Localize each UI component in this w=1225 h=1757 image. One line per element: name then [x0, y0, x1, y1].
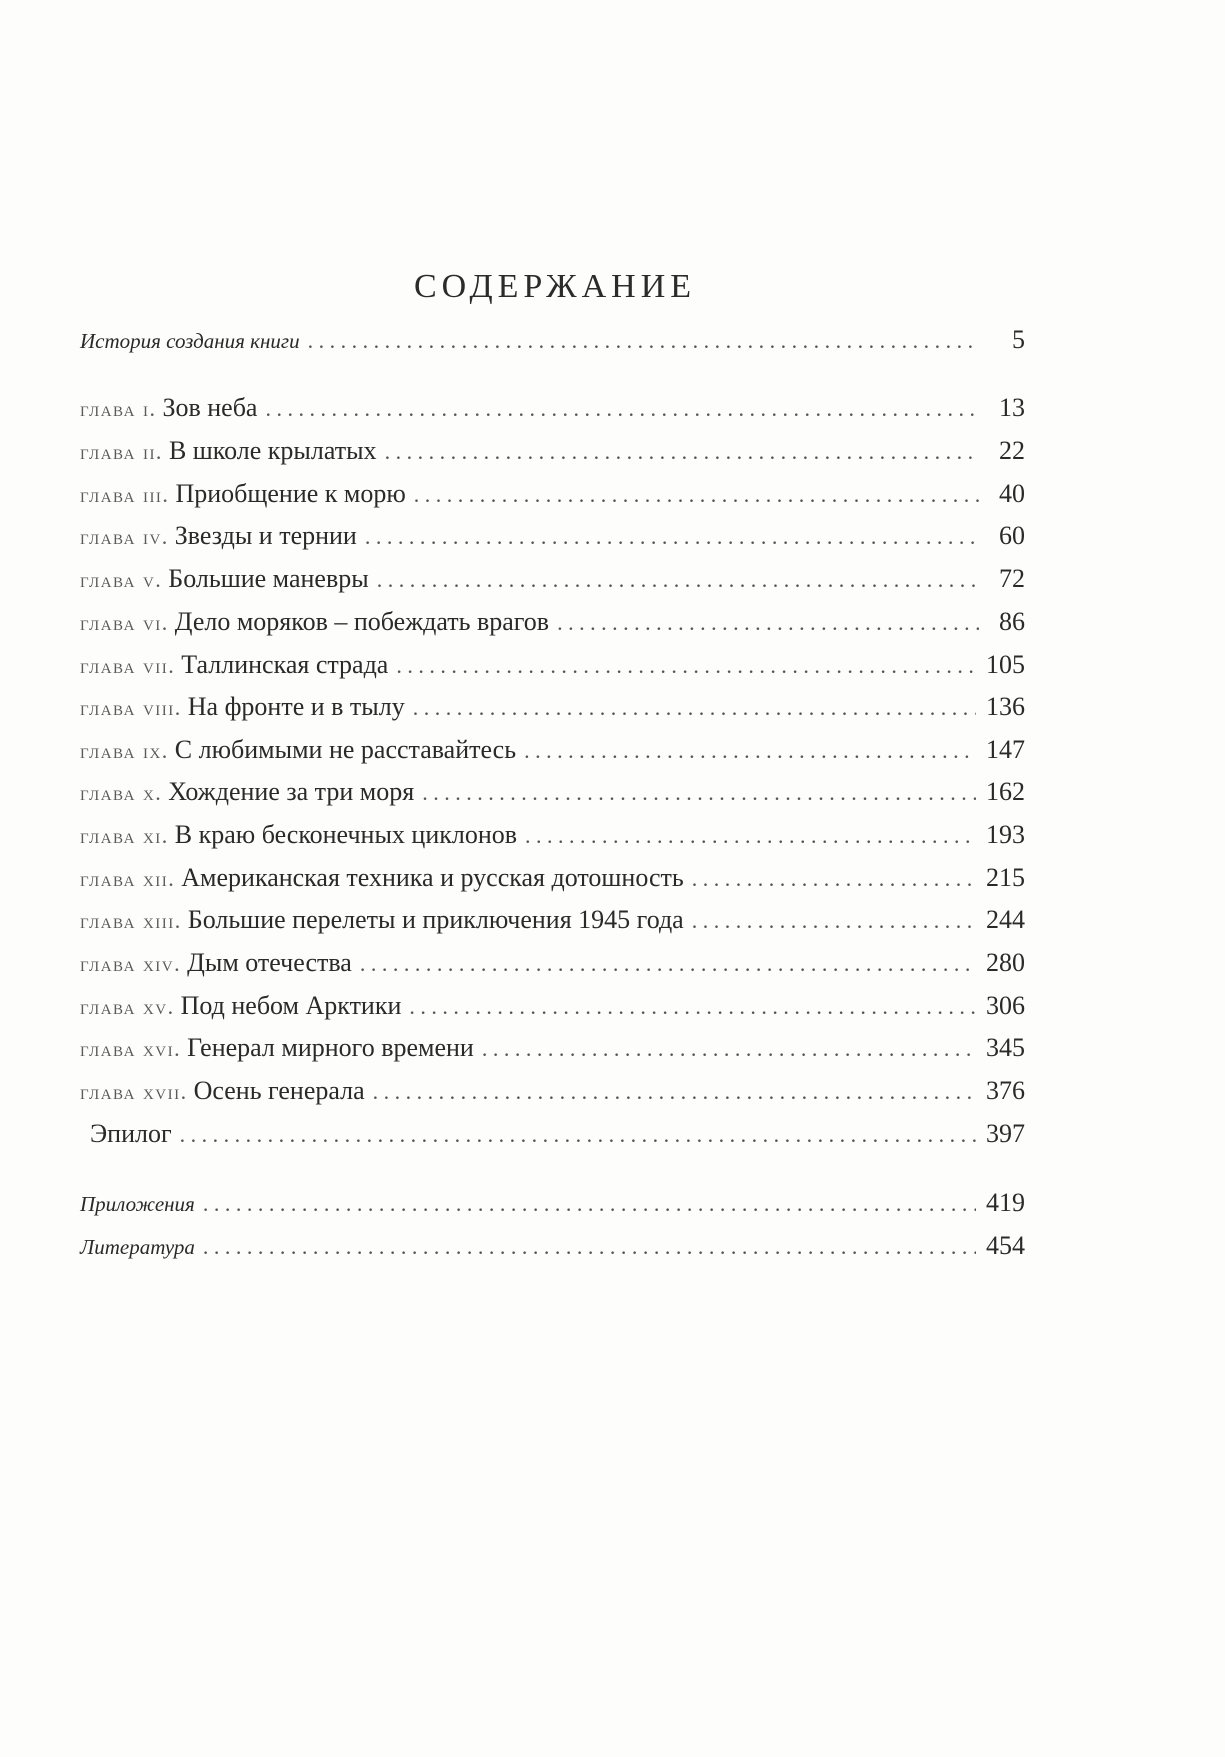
toc-page-number: 306	[986, 991, 1025, 1020]
toc-row-chapter[interactable]	[80, 1076, 1025, 1106]
toc-label: История создания книги	[80, 329, 300, 353]
toc-page-number: 136	[986, 692, 1025, 721]
dot-leader	[409, 994, 976, 1020]
dot-leader	[396, 653, 976, 679]
toc-label: Приложения	[80, 1192, 195, 1216]
toc-page-number: 244	[986, 905, 1025, 934]
chapter-title: С любимыми не расставайтесь	[174, 735, 517, 764]
toc-page-number: 215	[986, 863, 1025, 892]
dot-leader	[180, 1122, 976, 1148]
toc-row-appendix[interactable]	[80, 1188, 1025, 1218]
toc-page-number: 280	[986, 948, 1025, 977]
chapter-title: В школе крылатых	[168, 436, 377, 465]
toc-row-chapter[interactable]	[80, 692, 1025, 722]
chapter-number: глава iv.	[80, 524, 169, 549]
toc-row-intro[interactable]	[80, 325, 1025, 355]
chapter-title: Большие перелеты и приключения 1945 года	[187, 905, 684, 934]
toc-row-chapter[interactable]	[80, 436, 1025, 466]
chapter-number: глава iii.	[80, 482, 170, 507]
toc-page-number: 345	[986, 1033, 1025, 1062]
toc-row-chapter[interactable]	[80, 863, 1025, 893]
chapter-number: глава i.	[80, 396, 157, 421]
chapter-number: глава v.	[80, 567, 163, 592]
toc-row-chapter[interactable]	[80, 521, 1025, 551]
chapter-title: Звезды и тернии	[174, 521, 357, 550]
dot-leader	[360, 951, 976, 977]
chapter-title: Американская техника и русская дотошность	[181, 863, 684, 892]
chapter-number: глава xiii.	[80, 908, 182, 933]
dot-leader	[422, 780, 976, 806]
toc-page-number: 40	[999, 479, 1025, 508]
toc-row-literature[interactable]	[80, 1231, 1025, 1261]
chapter-title: Осень генерала	[193, 1076, 365, 1105]
chapter-title: Дым отечества	[187, 948, 352, 977]
toc-row-chapter[interactable]	[80, 479, 1025, 509]
dot-leader	[692, 908, 976, 934]
toc-row-chapter[interactable]	[80, 991, 1025, 1021]
dot-leader	[482, 1036, 976, 1062]
toc-page-number: 22	[999, 436, 1025, 465]
dot-leader	[524, 738, 976, 764]
chapter-number: глава xi.	[80, 823, 169, 848]
toc-row-chapter[interactable]	[80, 948, 1025, 978]
toc-row-chapter[interactable]	[80, 735, 1025, 765]
chapter-number: глава xv.	[80, 994, 175, 1019]
page-title: СОДЕРЖАНИЕ	[413, 268, 697, 305]
chapter-number: глава viii.	[80, 695, 182, 720]
dot-leader	[692, 866, 976, 892]
chapter-number: глава ii.	[80, 439, 163, 464]
toc-row-chapter[interactable]	[80, 820, 1025, 850]
toc-page-number: 162	[986, 777, 1025, 806]
chapter-title: На фронте и в тылу	[187, 692, 405, 721]
chapter-title: В краю бесконечных циклонов	[174, 820, 518, 849]
toc-page-number: 5	[1012, 325, 1025, 354]
dot-leader	[385, 439, 979, 465]
toc-page-number: 419	[986, 1188, 1025, 1217]
dot-leader	[203, 1234, 976, 1260]
dot-leader	[377, 567, 979, 593]
toc-page-number: 397	[986, 1119, 1025, 1148]
chapter-title: Зов неба	[162, 393, 258, 422]
dot-leader	[525, 823, 976, 849]
toc-row-epilog[interactable]	[80, 1119, 1025, 1149]
toc-page-number: 454	[986, 1231, 1025, 1260]
dot-leader	[203, 1191, 976, 1217]
toc-row-chapter[interactable]	[80, 777, 1025, 807]
toc-label: Литература	[80, 1235, 195, 1259]
toc-page-number: 72	[999, 564, 1025, 593]
toc-page-number: 86	[999, 607, 1025, 636]
toc-row-chapter[interactable]	[80, 564, 1025, 594]
dot-leader	[413, 695, 976, 721]
dot-leader	[373, 1079, 976, 1105]
chapter-title: Хождение за три моря	[168, 777, 415, 806]
toc-row-chapter[interactable]	[80, 650, 1025, 680]
chapter-title: Приобщение к морю	[175, 479, 406, 508]
toc-page-number: 60	[999, 521, 1025, 550]
chapter-number: глава xiv.	[80, 951, 182, 976]
chapter-title: Под небом Арктики	[180, 991, 402, 1020]
toc-row-chapter[interactable]	[80, 1033, 1025, 1063]
chapter-title: Большие маневры	[168, 564, 369, 593]
toc-page-number: 13	[999, 393, 1025, 422]
chapter-number: глава x.	[80, 780, 163, 805]
toc-row-chapter[interactable]	[80, 393, 1025, 423]
chapter-title: Генерал мирного времени	[187, 1033, 474, 1062]
dot-leader	[557, 610, 979, 636]
toc-page-number: 193	[986, 820, 1025, 849]
toc-page-number: 105	[986, 650, 1025, 679]
chapter-number: глава vi.	[80, 610, 169, 635]
dot-leader	[265, 396, 979, 422]
dot-leader	[414, 482, 979, 508]
chapter-number: глава ix.	[80, 738, 169, 763]
toc-page-number: 376	[986, 1076, 1025, 1105]
chapter-title: Таллинская страда	[181, 650, 389, 679]
chapter-title: Дело моряков – побеждать врагов	[174, 607, 550, 636]
chapter-number: глава xii.	[80, 866, 176, 891]
chapter-number: глава vii.	[80, 653, 176, 678]
toc-label: Эпилог	[90, 1119, 172, 1148]
chapter-number: глава xvii.	[80, 1079, 188, 1104]
dot-leader	[308, 328, 979, 354]
toc-row-chapter[interactable]	[80, 607, 1025, 637]
dot-leader	[365, 524, 979, 550]
chapter-number: глава xvi.	[80, 1036, 182, 1061]
toc-page-number: 147	[986, 735, 1025, 764]
toc-row-chapter[interactable]	[80, 905, 1025, 935]
